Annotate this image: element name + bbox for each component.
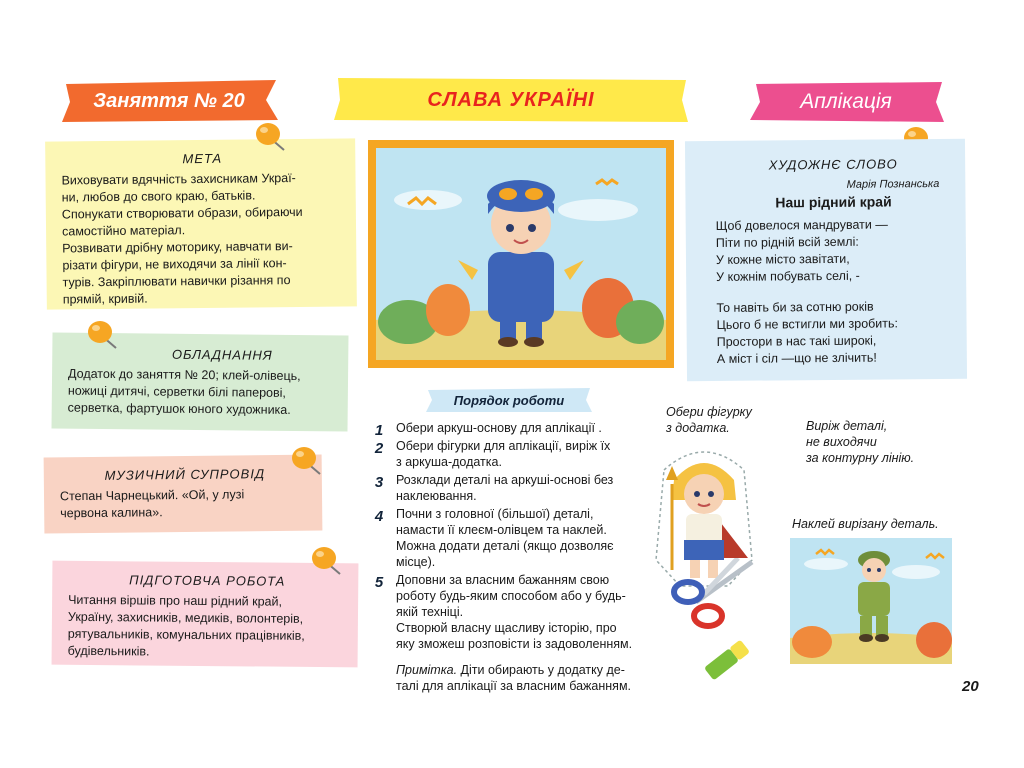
glue-stick-icon [700, 636, 754, 684]
scissors-icon [668, 558, 758, 634]
step-text: якій техніці. [396, 605, 464, 619]
poem-note [685, 139, 967, 381]
poem-line: Піти по рідній всій землі: [715, 234, 859, 250]
step-item [368, 572, 658, 652]
poem-line: У кожнім побувать селі, - [716, 268, 860, 284]
poem-line: Цього б не встигли ми зробить: [716, 316, 899, 332]
category-label: Аплікація [800, 90, 892, 113]
goal-line: Розвивати дрібну моторику, навчати ви- [62, 239, 293, 256]
goal-note [45, 138, 357, 309]
step-text: з аркуша-додатка. [396, 455, 502, 469]
goal-heading: МЕТА [182, 150, 223, 167]
lesson-banner [58, 78, 280, 124]
order-heading-banner [424, 386, 594, 414]
music-note [44, 455, 323, 534]
prep-heading: ПІДГОТОВЧА РОБОТА [129, 572, 286, 589]
poem-line: То навіть би за сотню років [716, 299, 874, 315]
goal-line: ни, любов до свого краю, батьків. [61, 188, 256, 205]
step-item [368, 420, 658, 439]
equipment-heading: ОБЛАДНАННЯ [171, 346, 273, 363]
goal-line: Виховувати вдячність захисникам Украї- [61, 171, 296, 188]
lesson-number: Заняття № 20 [93, 89, 245, 112]
remark-text: Діти обирають у додатку де- [457, 663, 625, 677]
poem-heading: ХУДОЖНЄ СЛОВО [768, 156, 898, 173]
choose-caption: Обери фігурку з додатка. [666, 405, 752, 435]
step-text: Можна додати деталі (якщо дозволяє [396, 539, 614, 553]
step-text: Розклади деталі на аркуші-основі без [396, 473, 614, 487]
poem-line: Простори в нас такі широкі, [716, 333, 877, 349]
remark-label: Примітка. [396, 663, 458, 677]
work-order [368, 420, 658, 694]
pushpin-icon [86, 318, 126, 352]
prep-line: Читання віршів про наш рідний край, [68, 592, 283, 609]
step-item [368, 506, 658, 570]
remark [368, 662, 658, 694]
step-text: Обери фігурки для аплікації, виріж їх [396, 439, 611, 453]
goal-line: прямій, кривій. [62, 291, 148, 307]
step-number: 1 [368, 422, 390, 440]
poem-line: Щоб довелося мандрувати — [715, 217, 888, 233]
pushpin-icon [290, 444, 330, 478]
goal-line: самостійно матеріал. [61, 223, 186, 239]
glue-caption: Наклей вирізану деталь. [792, 517, 939, 531]
poem-author: Марія Познанська [846, 178, 940, 191]
pilot-illustration [368, 140, 674, 368]
step-text: намасти її клеєм-олівцем та наклей. [396, 523, 607, 537]
pushpin-icon [310, 544, 350, 578]
pushpin-icon [254, 120, 294, 154]
music-line: червона калина». [60, 505, 163, 521]
step-text: наклеювання. [396, 489, 477, 503]
step-text: Створюй власну щасливу історію, про [396, 621, 617, 635]
step-number: 5 [368, 574, 390, 592]
prep-line: будівельників. [67, 643, 150, 659]
music-heading: МУЗИЧНИЙ СУПРОВІД [104, 466, 266, 483]
step-number: 4 [368, 508, 390, 526]
goal-line: турів. Закріплювати навички різання по [62, 273, 291, 290]
cut-caption: Виріж деталі, не виходячи за контурну лінію. [806, 419, 915, 465]
poem-title: Наш рідний край [775, 193, 892, 211]
page-number: 20 [962, 678, 979, 695]
step-item [368, 438, 658, 470]
step-text: Почни з головної (більшої) деталі, [396, 507, 594, 521]
poem-line: А міст і сіл —що не злічить! [716, 350, 877, 366]
title-banner [332, 76, 690, 124]
prep-line: Україну, захисників, медиків, волонтерів, [67, 609, 304, 626]
order-heading: Порядок роботи [453, 392, 565, 408]
category-banner [746, 80, 946, 124]
remark-text: талі для аплікації за власним бажанням. [396, 679, 632, 693]
goal-line: Спонукати створювати образи, обираючи [61, 204, 303, 222]
poem-line: У кожне місто завітати, [715, 251, 850, 267]
step-text: яку зможеш розповісти із задоволенням. [396, 637, 633, 651]
page-title: СЛАВА УКРАЇНІ [427, 88, 595, 111]
step-text: роботу будь-яким способом або у будь- [396, 589, 626, 603]
equipment-line: ножиці дитячі, серветки білі паперові, [67, 383, 286, 400]
step-item [368, 472, 658, 504]
applique-result-illustration [790, 538, 952, 664]
music-line: Степан Чарнецький. «Ой, у лузі [59, 487, 245, 504]
step-text: Доповни за власним бажанням свою [396, 573, 610, 587]
step-text: Обери аркуш-основу для аплікації . [396, 421, 602, 435]
prep-line: рятувальників, комунальних працівників, [67, 626, 305, 643]
goal-line: різати фігури, не виходячи за лінії кон- [62, 256, 287, 273]
step-text: місце). [396, 555, 436, 569]
step-number: 2 [368, 440, 390, 458]
step-number: 3 [368, 474, 390, 492]
equipment-line: Додаток до заняття № 20; клей-олівець, [68, 366, 301, 384]
equipment-line: серветка, фартушок юного художника. [67, 400, 291, 417]
